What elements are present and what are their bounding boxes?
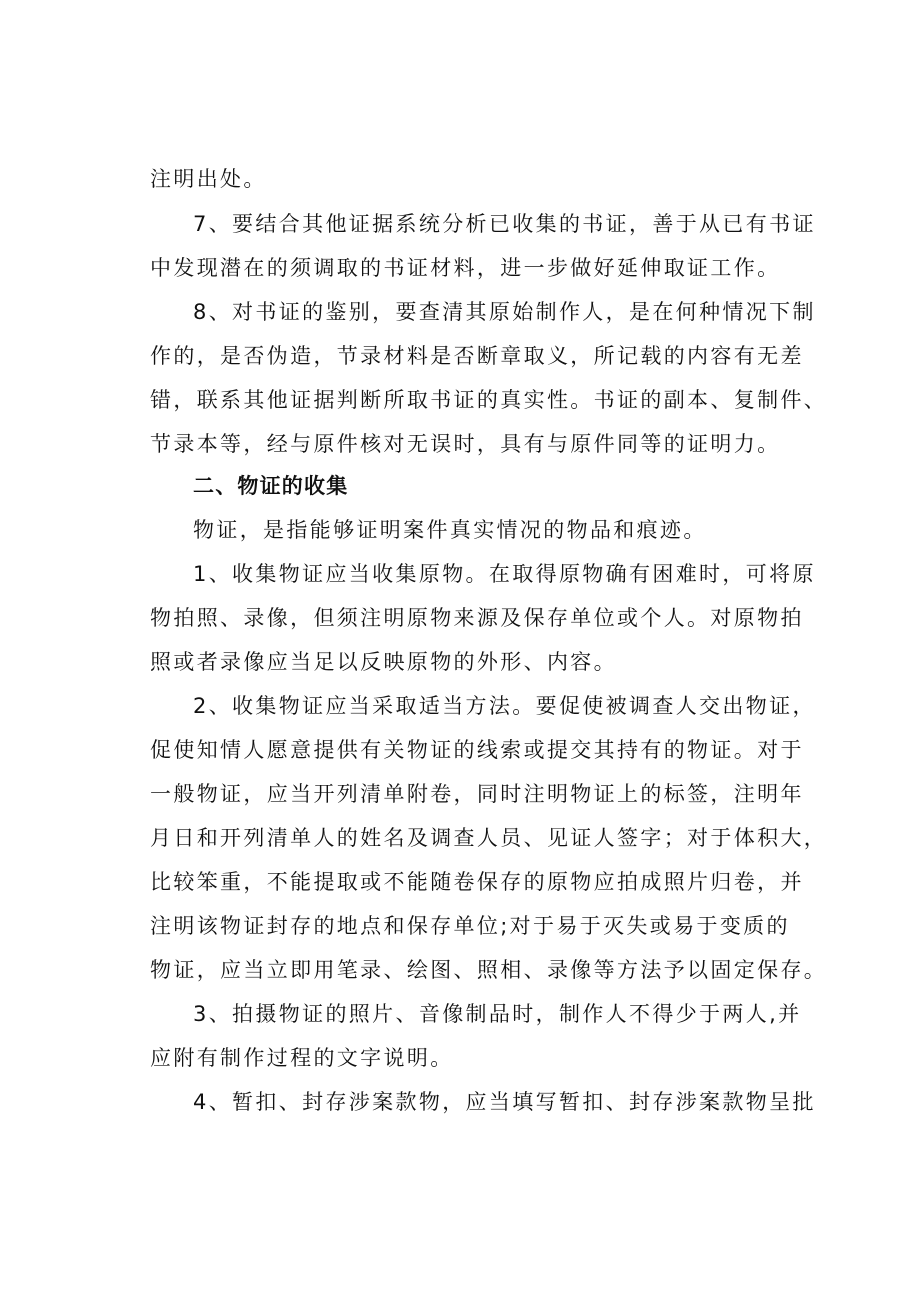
text-line: 3、拍摄物证的照片、音像制品时，制作人不得少于两人,并 [193,1002,802,1026]
text-line: 物证，应当立即用笔录、绘图、照相、录像等方法予以固定保存。 [150,958,828,982]
text-line: 4、暂扣、封存涉案款物，应当填写暂扣、封存涉案款物呈批 [193,1090,816,1114]
text-line: 物拍照、录像，但须注明原物来源及保存单位或个人。对原物拍 [150,606,804,630]
text-line: 7、要结合其他证据系统分析已收集的书证，善于从已有书证 [193,212,816,236]
text-line: 照或者录像应当足以反映原物的外形、内容。 [150,650,617,674]
text-line: 比较笨重，不能提取或不能随卷保存的原物应拍成照片归卷，并 [150,870,804,894]
text-line: 2、收集物证应当采取适当方法。要促使被调查人交出物证， [193,694,816,718]
text-line: 错，联系其他证据判断所取书证的真实性。书证的副本、复制件、 [150,388,828,412]
text-line: 节录本等，经与原件核对无误时，具有与原件同等的证明力。 [150,432,781,456]
text-line: 1、收集物证应当收集原物。在取得原物确有困难时，可将原 [193,562,816,586]
text-line: 注明出处。 [150,167,267,191]
text-line: 物证，是指能够证明案件真实情况的物品和痕迹。 [193,518,707,542]
text-line: 注明该物证封存的地点和保存单位;对于易于灭失或易于变质的 [150,914,790,938]
text-line: 应附有制作过程的文字说明。 [150,1046,454,1070]
text-line: 中发现潜在的须调取的书证材料，进一步做好延伸取证工作。 [150,256,781,280]
text-line: 促使知情人愿意提供有关物证的线索或提交其持有的物证。对于 [150,738,804,762]
text-line: 8、对书证的鉴别，要查清其原始制作人，是在何种情况下制 [193,300,816,324]
text-line: 作的，是否伪造，节录材料是否断章取义，所记载的内容有无差 [150,344,804,368]
text-line: 一般物证，应当开列清单附卷，同时注明物证上的标签，注明年 [150,782,804,806]
text-line: 月日和开列清单人的姓名及调查人员、见证人签字；对于体积大， [150,826,828,850]
section-heading: 二、物证的收集 [193,474,349,498]
